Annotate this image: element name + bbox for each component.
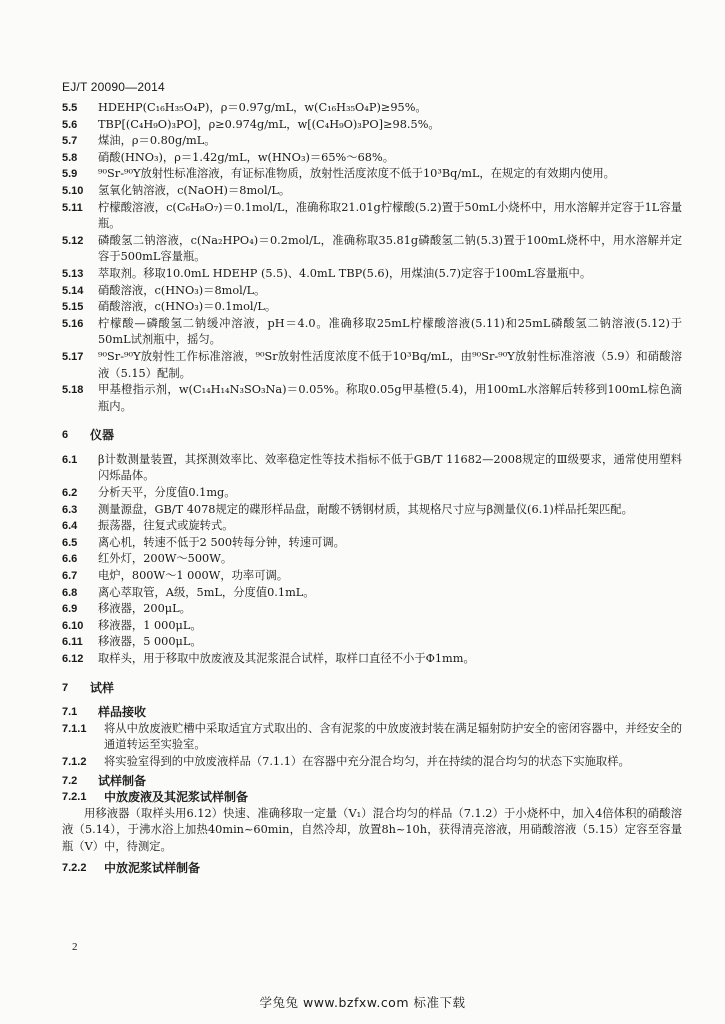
clause-number: 7.1.1 [62, 722, 87, 735]
instrument-item [62, 618, 682, 635]
receipt-item [62, 754, 682, 771]
document-body [62, 100, 682, 876]
subsection-number: 7.2 [62, 774, 78, 787]
clause-text: 萃取剂。移取10.0mL HDEHP (5.5)、4.0mL TBP(5.6)，用煤油(5.7)定容于100mL容量瓶中。 [98, 266, 592, 280]
clause-text: 将实验室得到的中放废液样品（7.1.1）在容器中充分混合均匀，并在持续的混合均匀的状态下实施取样。 [104, 754, 630, 768]
clause-number: 5.13 [62, 267, 84, 280]
clause-text: HDEHP(C₁₆H₃₅O₄P)，ρ＝0.97g/mL，w(C₁₆H₃₅O₄P)≥95%。 [98, 101, 427, 114]
instrument-item [62, 634, 682, 651]
clause-number: 5.8 [62, 151, 78, 164]
subsection-7-2-heading [62, 773, 682, 790]
standard-number: EJ/T 20090—2014 [62, 80, 165, 94]
clause-number: 5.12 [62, 234, 84, 247]
clause-number: 6.6 [62, 553, 78, 566]
clause-number: 5.7 [62, 135, 78, 148]
clause-text: 电炉，800W～1 000W，功率可调。 [98, 569, 289, 583]
clause-text: 移液器，5 000μL。 [98, 635, 202, 649]
clause-number: 6.10 [62, 619, 84, 632]
clause-number: 6.9 [62, 603, 78, 616]
clause-number: 6.11 [62, 636, 83, 649]
section-7-heading [62, 680, 682, 697]
clause-number: 7.1.2 [62, 755, 87, 768]
clause-text: 振荡器，往复式或旋转式。 [98, 519, 234, 533]
instrument-item [62, 502, 682, 519]
clause-number: 5.16 [62, 317, 84, 330]
watermark-footer: 学兔兔 www.bzfxw.com 标准下载 [259, 995, 466, 1010]
section-title: 试样 [90, 680, 115, 695]
reagent-item [62, 233, 682, 266]
instrument-item [62, 601, 682, 618]
paragraph-7-2-1 [62, 806, 682, 856]
reagent-item [62, 283, 682, 300]
reagent-list [62, 100, 682, 415]
clause-text: 移液器，1 000μL。 [98, 618, 202, 632]
subsection-title: 中放废液及其泥浆试样制备 [104, 790, 249, 805]
page-number: 2 [72, 941, 78, 953]
instrument-item [62, 452, 682, 485]
reagent-item [62, 316, 682, 349]
paragraph-text: 用移液器（取样头用6.12）快速、准确移取一定量（V₁）混合均匀的样品（7.1.2）于小烧杯中，加入4倍体积的硝酸溶液（5.14），于沸水浴上加热40min~60min，自然冷却，放置8h~10h，获得清亮溶液，用硝酸溶液（5.15）定容至容量瓶（V）中，待测定。 [62, 806, 682, 853]
clause-text: 移液器，200μL。 [98, 602, 191, 616]
subsection-number: 7.2.1 [62, 791, 87, 804]
clause-text: 测量源盘，GB/T 4078规定的碟形样品盘，耐酸不锈钢材质，其规格尺寸应与β测量仪(6.1)样品托架匹配。 [98, 502, 633, 516]
clause-number: 5.9 [62, 168, 78, 181]
section-6-heading [62, 427, 682, 444]
clause-number: 6.4 [62, 520, 78, 533]
receipt-item [62, 721, 682, 754]
clause-text: ⁹⁰Sr-⁹⁰Y放射性标准溶液，有证标准物质，放射性活度浓度不低于10³Bq/mL，在规定的有效期内使用。 [98, 167, 615, 181]
section-number: 7 [62, 681, 69, 694]
clause-text: 红外灯，200W～500W。 [98, 552, 233, 566]
clause-number: 5.15 [62, 301, 84, 314]
clause-number: 5.17 [62, 350, 84, 363]
reagent-item [62, 183, 682, 200]
section-number: 6 [62, 429, 69, 442]
clause-text: 分析天平，分度值0.1mg。 [98, 486, 236, 500]
subsection-7-2-1-heading [62, 789, 682, 806]
clause-text: 离心萃取管，A级，5mL，分度值0.1mL。 [98, 585, 315, 599]
instrument-item [62, 585, 682, 602]
clause-number: 6.1 [62, 453, 78, 466]
subsection-title: 中放泥浆试样制备 [104, 860, 201, 875]
reagent-item [62, 166, 682, 183]
clause-text: 取样头，用于移取中放废液及其泥浆混合试样，取样口直径不小于Φ1mm。 [98, 652, 475, 665]
subsection-7-2-2-heading [62, 860, 682, 877]
subsection-number: 7.2.2 [62, 861, 87, 874]
clause-number: 6.8 [62, 586, 78, 599]
instrument-list [62, 452, 682, 668]
clause-text: 硝酸溶液，c(HNO₃)＝0.1mol/L。 [98, 300, 277, 314]
instrument-item [62, 535, 682, 552]
instrument-item [62, 485, 682, 502]
clause-text: 氢氧化钠溶液，c(NaOH)＝8mol/L。 [98, 183, 291, 197]
reagent-item [62, 299, 682, 316]
clause-number: 5.14 [62, 284, 84, 297]
reagent-item [62, 266, 682, 283]
reagent-item [62, 133, 682, 150]
clause-number: 6.3 [62, 503, 78, 516]
reagent-item [62, 200, 682, 233]
clause-text: β计数测量装置，其探测效率比、效率稳定性等技术指标不低于GB/T 11682—2008规定的Ⅲ级要求，通常使用塑料闪烁晶体。 [98, 452, 682, 483]
section-title: 仪器 [90, 428, 115, 443]
subsection-title: 试样制备 [98, 773, 147, 788]
clause-text: 甲基橙指示剂，w(C₁₄H₁₄N₃SO₃Na)＝0.05%。称取0.05g甲基橙(5.4)，用100mL水溶解后转移到100mL棕色滴瓶内。 [98, 383, 682, 413]
reagent-item [62, 100, 682, 117]
clause-number: 6.12 [62, 653, 84, 665]
subsection-7-1-heading [62, 704, 682, 721]
clause-text: 磷酸氢二钠溶液，c(Na₂HPO₄)＝0.2mol/L，准确称取35.81g磷酸氢二钠(5.3)置于100mL烧杯中，用水溶解并定容于500mL容量瓶。 [98, 233, 682, 264]
sample-receipt-list [62, 721, 682, 771]
clause-number: 5.5 [62, 102, 78, 114]
subsection-title: 样品接收 [98, 705, 147, 720]
clause-text: 硝酸溶液，c(HNO₃)＝8mol/L。 [98, 283, 266, 297]
clause-text: 柠檬酸溶液，c(C₆H₈O₇)＝0.1mol/L，准确称取21.01g柠檬酸(5.2)置于50mL小烧杯中，用水溶解并定容于1L容量瓶。 [98, 200, 682, 231]
subsection-number: 7.1 [62, 706, 78, 719]
clause-text: 将从中放废液贮槽中采取适宜方式取出的、含有泥浆的中放废液封装在满足辐射防护安全的密闭容器中，并经安全的通道转运至实验室。 [104, 721, 682, 752]
clause-text: 柠檬酸—磷酸氢二钠缓冲溶液，pH＝4.0。准确移取25mL柠檬酸溶液(5.11)和25mL磷酸氢二钠溶液(5.12)于50mL试剂瓶中，摇匀。 [98, 316, 682, 347]
clause-text: 硝酸(HNO₃)，ρ＝1.42g/mL，w(HNO₃)＝65%～68%。 [98, 150, 394, 164]
clause-number: 5.11 [62, 201, 83, 214]
clause-number: 5.10 [62, 184, 84, 197]
clause-number: 6.7 [62, 570, 78, 583]
clause-number: 6.5 [62, 536, 78, 549]
clause-text: 煤油，ρ＝0.80g/mL。 [98, 134, 216, 148]
reagent-item [62, 382, 682, 415]
instrument-item [62, 551, 682, 568]
clause-text: ⁹⁰Sr-⁹⁰Y放射性工作标准溶液，⁹⁰Sr放射性活度浓度不低于10³Bq/mL，由⁹⁰Sr-⁹⁰Y放射性标准溶液（5.9）和硝酸溶液（5.15）配制。 [98, 349, 682, 380]
instrument-item [62, 568, 682, 585]
clause-number: 5.18 [62, 384, 84, 397]
instrument-item [62, 518, 682, 535]
clause-number: 6.2 [62, 487, 78, 500]
clause-text: 离心机，转速不低于2 500转每分钟，转速可调。 [98, 535, 345, 549]
reagent-item [62, 150, 682, 167]
clause-text: TBP[(C₄H₉O)₃PO]，ρ≥0.974g/mL，w[(C₄H₉O)₃PO]≥98.5%。 [98, 117, 440, 131]
reagent-item [62, 349, 682, 382]
instrument-item [62, 651, 682, 668]
reagent-item [62, 117, 682, 134]
clause-number: 5.6 [62, 118, 78, 131]
